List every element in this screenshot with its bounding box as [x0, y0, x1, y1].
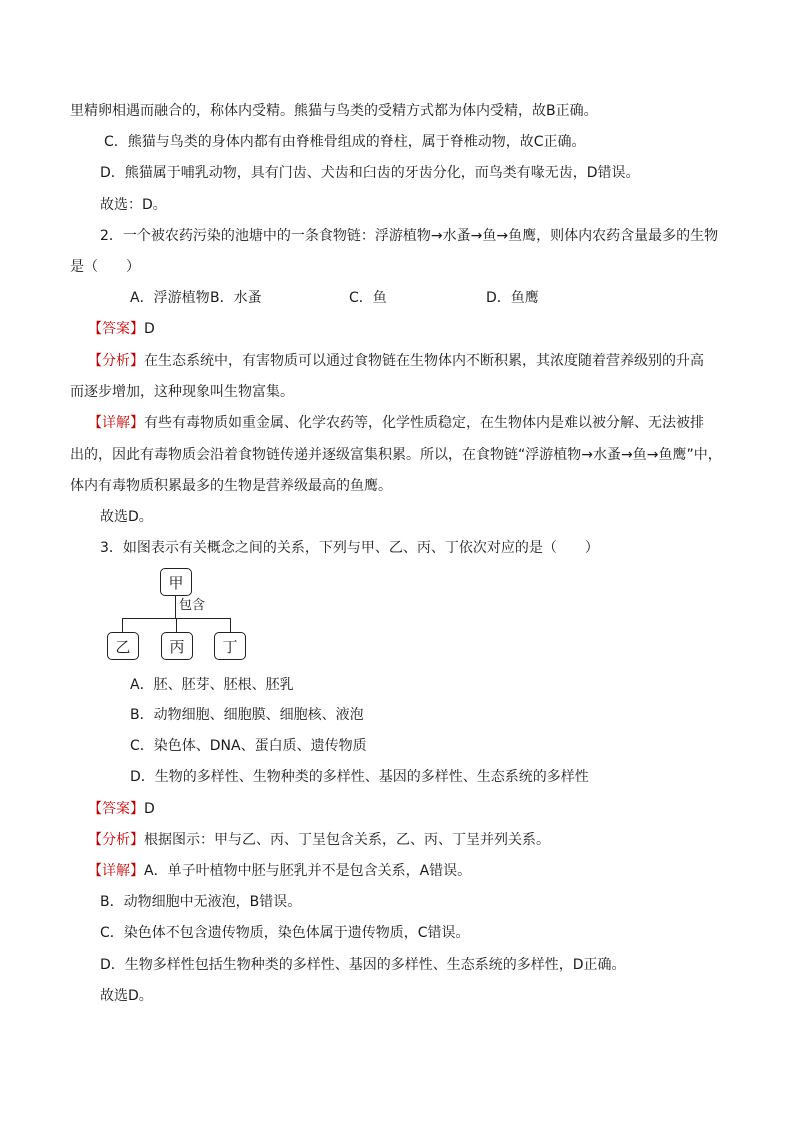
detail-text-cont: D．生物多样性包括生物种类的多样性、基因的多样性、生态系统的多样性，D正确。 [100, 957, 626, 973]
text-line: 故选：D。 [100, 197, 167, 213]
detail-tag: 【详解】 [88, 863, 144, 879]
diagram-connector [176, 618, 177, 633]
analysis-line [88, 831, 550, 849]
question-3-stem: 3．如图表示有关概念之间的关系，下列与甲、乙、丙、丁依次对应的是（ ） [100, 540, 599, 556]
detail-text-cont: 体内有毒物质积累最多的生物是营养级最高的鱼鹰。 [70, 478, 392, 494]
analysis-tag: 【分析】 [88, 353, 144, 369]
diagram-connector [175, 596, 176, 618]
option-b: B．动物细胞、细胞膜、细胞核、液泡 [130, 707, 364, 723]
option-c: C．鱼 [349, 290, 387, 306]
concept-diagram [100, 562, 260, 666]
text-line: 里精卵相遇而融合的，称体内受精。熊猫与鸟类的受精方式都为体内受精，故B正确。 [70, 103, 598, 119]
option-c: C．染色体、DNA、蛋白质、遗传物质 [130, 738, 367, 754]
question-2-stem-cont: 是（ ） [70, 259, 140, 275]
option-d: D．鱼鹰 [486, 290, 539, 306]
conclusion: 故选D。 [100, 988, 153, 1004]
text-line: C．熊猫与鸟类的身体内都有由脊椎骨组成的脊柱，属于脊椎动物，故C正确。 [104, 134, 586, 150]
detail-text-cont: B．动物细胞中无液泡，B错误。 [100, 894, 302, 910]
analysis-text-cont: 而逐步增加，这种现象叫生物富集。 [70, 384, 294, 400]
diagram-node-child: 丙 [161, 632, 193, 660]
option-b: B．水蚤 [210, 290, 262, 306]
answer-line [88, 800, 155, 818]
detail-line [88, 414, 704, 432]
answer-value: D [144, 321, 155, 337]
analysis-tag: 【分析】 [88, 832, 144, 848]
answer-tag: 【答案】 [88, 321, 144, 337]
diagram-relation-label: 包含 [179, 598, 206, 613]
analysis-text: 在生态系统中，有害物质可以通过食物链在生物体内不断积累，其浓度随着营养级别的升高 [144, 353, 704, 369]
detail-tag: 【详解】 [88, 415, 144, 431]
text-line: D．熊猫属于哺乳动物，具有门齿、犬齿和臼齿的牙齿分化，而鸟类有喙无齿，D错误。 [100, 165, 640, 181]
option-a: A．浮游植物 [130, 290, 210, 306]
detail-text-cont: C．染色体不包含遗传物质，染色体属于遗传物质，C错误。 [100, 925, 470, 941]
analysis-line [88, 352, 704, 370]
detail-text: A．单子叶植物中胚与胚乳并不是包含关系，A错误。 [144, 863, 472, 879]
diagram-connector [122, 618, 123, 633]
diagram-node-top: 甲 [160, 568, 192, 596]
detail-text: 有些有毒物质如重金属、化学农药等，化学性质稳定，在生物体内是难以被分解、无法被排 [144, 415, 704, 431]
question-2-stem: 2．一个被农药污染的池塘中的一条食物链：浮游植物→水蚤→鱼→鱼鹰，则体内农药含量最多的生物 [100, 228, 719, 244]
option-a: A．胚、胚芽、胚根、胚乳 [130, 677, 294, 693]
diagram-node-child: 乙 [107, 632, 139, 660]
detail-line [88, 862, 471, 880]
answer-tag: 【答案】 [88, 801, 144, 817]
answer-line [88, 320, 155, 338]
detail-text-cont: 出的，因此有毒物质会沿着食物链传递并逐级富集积累。所以，在食物链“浮游植物→水蚤→鱼→鱼鹰”中， [70, 447, 722, 463]
conclusion: 故选D。 [100, 509, 153, 525]
diagram-connector [230, 618, 231, 633]
answer-value: D [144, 801, 155, 817]
diagram-node-child: 丁 [214, 632, 246, 660]
option-d: D．生物的多样性、生物种类的多样性、基因的多样性、生态系统的多样性 [130, 769, 589, 785]
analysis-text: 根据图示：甲与乙、丙、丁呈包含关系，乙、丙、丁呈并列关系。 [144, 832, 550, 848]
